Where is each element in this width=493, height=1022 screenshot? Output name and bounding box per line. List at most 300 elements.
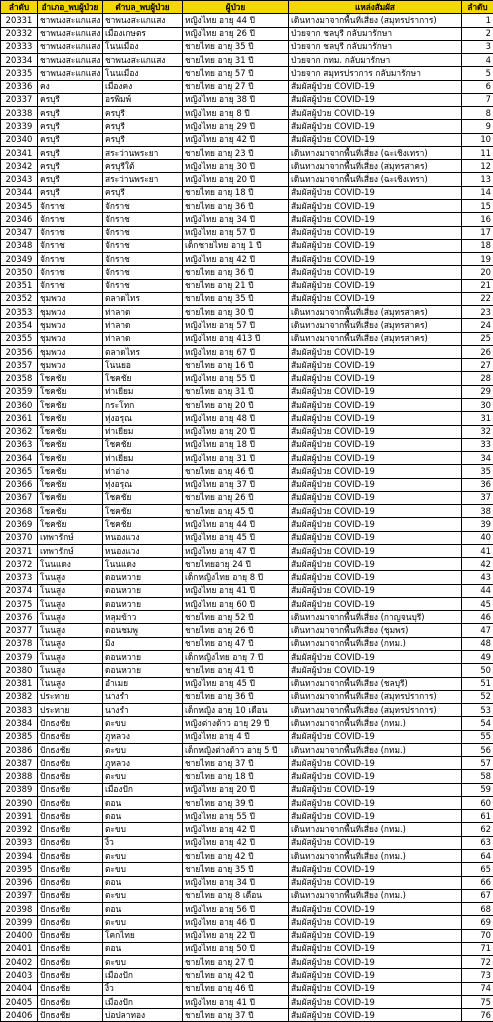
case-id-cell: 20401	[1, 942, 38, 955]
exposure-source-cell: สัมผัสผู้ป่วย COVID-19	[289, 398, 462, 411]
district-cell: ปักธงชัย	[38, 982, 103, 995]
case-id-cell: 20387	[1, 757, 38, 770]
table-row	[1, 624, 493, 637]
table-row	[1, 160, 493, 173]
exposure-source-cell: ป่วยจาก ชลบุรี กลับมารักษา	[289, 27, 462, 40]
exposure-source-cell: เดินทางมาจากพื้นที่เสี่ยง (สมุทรปราการ)	[289, 14, 462, 27]
subdistrict-cell: งิ้ว	[103, 982, 183, 995]
subdistrict-cell: จักราช	[103, 199, 183, 212]
header-row	[1, 1, 493, 14]
patient-cell: หญิงไทย อายุ 41 ปี	[183, 584, 289, 597]
sequence-cell: 15	[462, 199, 493, 212]
table-row	[1, 385, 493, 398]
case-id-cell: 20390	[1, 796, 38, 809]
table-row	[1, 757, 493, 770]
patient-cell: หญิงไทย อายุ 57 ปี	[183, 319, 289, 332]
district-cell: จักราช	[38, 266, 103, 279]
district-cell: เทพารักษ์	[38, 531, 103, 544]
sequence-cell: 57	[462, 757, 493, 770]
case-id-cell: 20341	[1, 146, 38, 159]
subdistrict-cell: โชคชัย	[103, 372, 183, 385]
district-cell: ปักธงชัย	[38, 743, 103, 756]
table-row	[1, 14, 493, 27]
sequence-cell: 26	[462, 345, 493, 358]
sequence-cell: 13	[462, 173, 493, 186]
district-cell: ชุมพวง	[38, 345, 103, 358]
table-row	[1, 531, 493, 544]
sequence-cell: 54	[462, 717, 493, 730]
table-row	[1, 637, 493, 650]
district-cell: ครบุรี	[38, 107, 103, 120]
subdistrict-cell: ตะขบ	[103, 863, 183, 876]
patient-cell: หญิงไทย อายุ 26 ปี	[183, 27, 289, 40]
patient-cell: ชายไทย อายุ 26 ปี	[183, 624, 289, 637]
exposure-source-cell: สัมผัสผู้ป่วย COVID-19	[289, 929, 462, 942]
table-row	[1, 226, 493, 239]
table-row	[1, 783, 493, 796]
district-cell: ปักธงชัย	[38, 889, 103, 902]
exposure-source-cell: สัมผัสผู้ป่วย COVID-19	[289, 863, 462, 876]
district-cell: ครบุรี	[38, 120, 103, 133]
patient-cell: ชายไทย อายุ 41 ปี	[183, 664, 289, 677]
patient-cell: ชายไทย อายุ 46 ปี	[183, 982, 289, 995]
case-id-cell: 20362	[1, 425, 38, 438]
district-cell: ปักธงชัย	[38, 717, 103, 730]
exposure-source-cell: สัมผัสผู้ป่วย COVID-19	[289, 969, 462, 982]
sequence-cell: 18	[462, 239, 493, 252]
case-id-cell: 20399	[1, 916, 38, 929]
patient-cell: ชายไทย อายุ 36 ปี	[183, 690, 289, 703]
subdistrict-cell: ครบุรี	[103, 107, 183, 120]
exposure-source-cell: สัมผัสผู้ป่วย COVID-19	[289, 93, 462, 106]
table-row	[1, 850, 493, 863]
table-row	[1, 929, 493, 942]
sequence-cell: 2	[462, 27, 493, 40]
table-row	[1, 40, 493, 53]
case-id-cell: 20376	[1, 611, 38, 624]
case-id-cell: 20345	[1, 199, 38, 212]
subdistrict-cell: โชคชัย	[103, 438, 183, 451]
exposure-source-cell: สัมผัสผู้ป่วย COVID-19	[289, 425, 462, 438]
district-cell: ปักธงชัย	[38, 796, 103, 809]
case-id-cell: 20349	[1, 253, 38, 266]
patient-cell: ชายไทย อายุ 27 ปี	[183, 956, 289, 969]
sequence-cell: 5	[462, 67, 493, 80]
subdistrict-cell: ครบุรี	[103, 133, 183, 146]
patient-cell: หญิงไทย อายุ 20 ปี	[183, 425, 289, 438]
patient-cell: หญิงไทย อายุ 34 ปี	[183, 876, 289, 889]
sequence-cell: 60	[462, 796, 493, 809]
district-cell: ชาพนงสะแกแสง	[38, 27, 103, 40]
exposure-source-cell: สัมผัสผู้ป่วย COVID-19	[289, 478, 462, 491]
case-id-cell: 20380	[1, 664, 38, 677]
exposure-source-cell: สัมผัสผู้ป่วย COVID-19	[289, 903, 462, 916]
sequence-cell: 30	[462, 398, 493, 411]
subdistrict-cell: อำเมย	[103, 677, 183, 690]
subdistrict-cell: ทุ่งอรุณ	[103, 412, 183, 425]
sequence-cell: 23	[462, 306, 493, 319]
table-row	[1, 704, 493, 717]
case-id-cell: 20369	[1, 518, 38, 531]
table-row	[1, 743, 493, 756]
subdistrict-cell: เมืองปัก	[103, 995, 183, 1008]
district-cell: โชคชัย	[38, 425, 103, 438]
district-cell: ปักธงชัย	[38, 969, 103, 982]
patient-cell: ชายไทย อายุ 42 ปี	[183, 850, 289, 863]
case-id-cell: 20403	[1, 969, 38, 982]
patient-cell: หญิงไทย อายุ 45 ปี	[183, 531, 289, 544]
exposure-source-cell: สัมผัสผู้ป่วย COVID-19	[289, 664, 462, 677]
patient-cell: ชายไทย อายุ 8 เดือน	[183, 889, 289, 902]
patient-cell: ชายไทย อายุ 57 ปี	[183, 67, 289, 80]
table-row	[1, 27, 493, 40]
exposure-source-cell: สัมผัสผู้ป่วย COVID-19	[289, 956, 462, 969]
exposure-source-cell: เดินทางมาจากพื้นที่เสี่ยง (สมุทรสาคร)	[289, 306, 462, 319]
table-row	[1, 717, 493, 730]
sequence-cell: 66	[462, 876, 493, 889]
patient-cell: หญิงไทย อายุ 42 ปี	[183, 133, 289, 146]
table-row	[1, 359, 493, 372]
subdistrict-cell: เมืองคง	[103, 80, 183, 93]
patient-cell: หญิงไทย อายุ 50 ปี	[183, 942, 289, 955]
exposure-source-cell: สัมผัสผู้ป่วย COVID-19	[289, 292, 462, 305]
sequence-cell: 33	[462, 438, 493, 451]
case-id-cell: 20366	[1, 478, 38, 491]
case-id-cell: 20338	[1, 107, 38, 120]
district-cell: ชุมพวง	[38, 332, 103, 345]
subdistrict-cell: ดอนชมพู	[103, 624, 183, 637]
header-district: อำเภอ_พบผู้ป่วย	[38, 1, 103, 14]
subdistrict-cell: จักราช	[103, 253, 183, 266]
district-cell: จักราช	[38, 226, 103, 239]
district-cell: ปักธงชัย	[38, 929, 103, 942]
subdistrict-cell: จักราช	[103, 226, 183, 239]
district-cell: โชคชัย	[38, 505, 103, 518]
district-cell: ครบุรี	[38, 146, 103, 159]
table-row	[1, 372, 493, 385]
exposure-source-cell: สัมผัสผู้ป่วย COVID-19	[289, 531, 462, 544]
subdistrict-cell: ดอนหวาย	[103, 597, 183, 610]
case-id-cell: 20371	[1, 544, 38, 557]
subdistrict-cell: ตะขบ	[103, 717, 183, 730]
subdistrict-cell: ท่าลาด	[103, 319, 183, 332]
subdistrict-cell: ตะขบ	[103, 770, 183, 783]
exposure-source-cell: สัมผัสผู้ป่วย COVID-19	[289, 107, 462, 120]
case-id-cell: 20405	[1, 995, 38, 1008]
sequence-cell: 63	[462, 836, 493, 849]
exposure-source-cell: สัมผัสผู้ป่วย COVID-19	[289, 518, 462, 531]
district-cell: ปักธงชัย	[38, 903, 103, 916]
exposure-source-cell: เดินทางมาจากพื้นที่เสี่ยง (สมุทรปราการ)	[289, 690, 462, 703]
subdistrict-cell: จักราช	[103, 266, 183, 279]
subdistrict-cell: โนนแดง	[103, 558, 183, 571]
case-id-cell: 20346	[1, 213, 38, 226]
district-cell: โชคชัย	[38, 398, 103, 411]
table-row	[1, 133, 493, 146]
sequence-cell: 9	[462, 120, 493, 133]
subdistrict-cell: ตะขบ	[103, 889, 183, 902]
patient-cell: หญิงไทย อายุ 45 ปี	[183, 677, 289, 690]
patient-cell: หญิงต่างด้าว อายุ 29 ปี	[183, 717, 289, 730]
district-cell: ชุมพวง	[38, 359, 103, 372]
patient-cell: ชายไทย อายุ 18 ปี	[183, 770, 289, 783]
case-id-cell: 20377	[1, 624, 38, 637]
district-cell: ครบุรี	[38, 186, 103, 199]
exposure-source-cell: สัมผัสผู้ป่วย COVID-19	[289, 730, 462, 743]
table-row	[1, 836, 493, 849]
exposure-source-cell: สัมผัสผู้ป่วย COVID-19	[289, 505, 462, 518]
sequence-cell: 34	[462, 452, 493, 465]
exposure-source-cell: สัมผัสผู้ป่วย COVID-19	[289, 571, 462, 584]
exposure-source-cell: สัมผัสผู้ป่วย COVID-19	[289, 80, 462, 93]
district-cell: ชาพนงสะแกแสง	[38, 14, 103, 27]
exposure-source-cell: สัมผัสผู้ป่วย COVID-19	[289, 359, 462, 372]
subdistrict-cell: นางรำ	[103, 690, 183, 703]
patient-cell: ชายไทย อายุ 30 ปี	[183, 306, 289, 319]
district-cell: โชคชัย	[38, 412, 103, 425]
table-row	[1, 916, 493, 929]
table-row	[1, 491, 493, 504]
patient-cell: ชายไทย อายุ 36 ปี	[183, 266, 289, 279]
patient-cell: หญิงไทย อายุ 48 ปี	[183, 412, 289, 425]
exposure-source-cell: สัมผัสผู้ป่วย COVID-19	[289, 757, 462, 770]
table-row	[1, 186, 493, 199]
district-cell: โนนสูง	[38, 571, 103, 584]
exposure-source-cell: สัมผัสผู้ป่วย COVID-19	[289, 385, 462, 398]
subdistrict-cell: หนองแวง	[103, 544, 183, 557]
case-id-cell: 20358	[1, 372, 38, 385]
case-id-cell: 20357	[1, 359, 38, 372]
table-row	[1, 505, 493, 518]
exposure-source-cell: สัมผัสผู้ป่วย COVID-19	[289, 213, 462, 226]
case-id-cell: 20331	[1, 14, 38, 27]
sequence-cell: 52	[462, 690, 493, 703]
patient-cell: ชายไทย อายุ 35 ปี	[183, 292, 289, 305]
exposure-source-cell: สัมผัสผู้ป่วย COVID-19	[289, 372, 462, 385]
subdistrict-cell: อรพิมพ์	[103, 93, 183, 106]
case-id-cell: 20334	[1, 54, 38, 67]
table-row	[1, 266, 493, 279]
case-id-cell: 20388	[1, 770, 38, 783]
district-cell: ปักธงชัย	[38, 956, 103, 969]
sequence-cell: 46	[462, 611, 493, 624]
header-case-id: ลำดับ	[1, 1, 38, 14]
district-cell: ปักธงชัย	[38, 810, 103, 823]
patient-cell: หญิงไทย อายุ 413 ปี	[183, 332, 289, 345]
exposure-source-cell: เดินทางมาจากพื้นที่เสี่ยง (สมุทรสาคร)	[289, 319, 462, 332]
patient-cell: หญิงไทย อายุ 34 ปี	[183, 213, 289, 226]
exposure-source-cell: เดินทางมาจากพื้นที่เสี่ยง (สมุทรสาคร)	[289, 160, 462, 173]
sequence-cell: 45	[462, 597, 493, 610]
case-id-cell: 20386	[1, 743, 38, 756]
district-cell: โนนสูง	[38, 651, 103, 664]
patient-cell: ชายไทย อายุ 35 ปี	[183, 40, 289, 53]
table-row	[1, 398, 493, 411]
district-cell: จักราช	[38, 239, 103, 252]
table-row	[1, 995, 493, 1008]
exposure-source-cell: สัมผัสผู้ป่วย COVID-19	[289, 558, 462, 571]
table-row	[1, 173, 493, 186]
exposure-source-cell: สัมผัสผู้ป่วย COVID-19	[289, 345, 462, 358]
sequence-cell: 59	[462, 783, 493, 796]
subdistrict-cell: มิ่ง	[103, 637, 183, 650]
subdistrict-cell: โชคชัย	[103, 505, 183, 518]
subdistrict-cell: ทุ่งอรุณ	[103, 478, 183, 491]
case-id-cell: 20396	[1, 876, 38, 889]
subdistrict-cell: ดอนหวาย	[103, 664, 183, 677]
district-cell: ปักธงชัย	[38, 823, 103, 836]
table-row	[1, 332, 493, 345]
subdistrict-cell: ครบุรีใต้	[103, 160, 183, 173]
sequence-cell: 71	[462, 942, 493, 955]
subdistrict-cell: โนนเมือง	[103, 40, 183, 53]
sequence-cell: 21	[462, 279, 493, 292]
case-id-cell: 20356	[1, 345, 38, 358]
table-row	[1, 876, 493, 889]
case-id-cell: 20337	[1, 93, 38, 106]
table-row	[1, 279, 493, 292]
district-cell: ปักธงชัย	[38, 876, 103, 889]
subdistrict-cell: ตะขบ	[103, 850, 183, 863]
sequence-cell: 67	[462, 889, 493, 902]
district-cell: ประทาย	[38, 690, 103, 703]
subdistrict-cell: ดอนหวาย	[103, 584, 183, 597]
patient-cell: ชายไทย อายุ 47 ปี	[183, 637, 289, 650]
patient-cell: ชายไทย อายุ 23 ปี	[183, 146, 289, 159]
table-row	[1, 903, 493, 916]
patient-cell: หญิงไทย อายุ 42 ปี	[183, 836, 289, 849]
case-id-cell: 20394	[1, 850, 38, 863]
subdistrict-cell: ชาพนงสะแกแสง	[103, 54, 183, 67]
subdistrict-cell: ครบุรี	[103, 186, 183, 199]
patient-cell: หญิงไทย อายุ 18 ปี	[183, 438, 289, 451]
case-id-cell: 20367	[1, 491, 38, 504]
sequence-cell: 1	[462, 14, 493, 27]
case-id-cell: 20333	[1, 40, 38, 53]
patient-cell: หญิงไทย อายุ 47 ปี	[183, 544, 289, 557]
table-row	[1, 292, 493, 305]
case-id-cell: 20359	[1, 385, 38, 398]
case-id-cell: 20389	[1, 783, 38, 796]
case-id-cell: 20370	[1, 531, 38, 544]
case-id-cell: 20400	[1, 929, 38, 942]
district-cell: โชคชัย	[38, 372, 103, 385]
patient-cell: ชายไทยอายุ 24 ปี	[183, 558, 289, 571]
table-row	[1, 93, 493, 106]
subdistrict-cell: ท่าเยี่ยม	[103, 385, 183, 398]
subdistrict-cell: หนองแวง	[103, 531, 183, 544]
table-row	[1, 120, 493, 133]
exposure-source-cell: สัมผัสผู้ป่วย COVID-19	[289, 491, 462, 504]
table-row	[1, 465, 493, 478]
table-row	[1, 730, 493, 743]
sequence-cell: 64	[462, 850, 493, 863]
table-row	[1, 438, 493, 451]
exposure-source-cell: เดินทางมาจากพื้นที่เสี่ยง (กทม.)	[289, 743, 462, 756]
district-cell: ครบุรี	[38, 93, 103, 106]
table-row	[1, 889, 493, 902]
patient-cell: ชายไทย อายุ 37 ปี	[183, 757, 289, 770]
table-row	[1, 611, 493, 624]
sequence-cell: 24	[462, 319, 493, 332]
district-cell: จักราช	[38, 253, 103, 266]
district-cell: โชคชัย	[38, 491, 103, 504]
district-cell: โนนสูง	[38, 584, 103, 597]
table-row	[1, 518, 493, 531]
sequence-cell: 12	[462, 160, 493, 173]
subdistrict-cell: งิ้ว	[103, 836, 183, 849]
district-cell: ปักธงชัย	[38, 770, 103, 783]
patient-cell: เด็กหญิง อายุ 10 เดือน	[183, 704, 289, 717]
sequence-cell: 7	[462, 93, 493, 106]
case-id-cell: 20355	[1, 332, 38, 345]
district-cell: ปักธงชัย	[38, 850, 103, 863]
sequence-cell: 44	[462, 584, 493, 597]
sequence-cell: 25	[462, 332, 493, 345]
exposure-source-cell: สัมผัสผู้ป่วย COVID-19	[289, 836, 462, 849]
exposure-source-cell: สัมผัสผู้ป่วย COVID-19	[289, 452, 462, 465]
patient-cell: หญิงไทย อายุ 30 ปี	[183, 160, 289, 173]
sequence-cell: 19	[462, 253, 493, 266]
sequence-cell: 65	[462, 863, 493, 876]
patient-cell: เด็กชายไทย อายุ 1 ปี	[183, 239, 289, 252]
case-id-cell: 20340	[1, 133, 38, 146]
table-row	[1, 253, 493, 266]
sequence-cell: 50	[462, 664, 493, 677]
table-row	[1, 597, 493, 610]
sequence-cell: 17	[462, 226, 493, 239]
sequence-cell: 49	[462, 651, 493, 664]
table-row	[1, 558, 493, 571]
sequence-cell: 29	[462, 385, 493, 398]
exposure-source-cell: สัมผัสผู้ป่วย COVID-19	[289, 226, 462, 239]
subdistrict-cell: ภูหลวง	[103, 730, 183, 743]
patient-cell: หญิงไทย อายุ 56 ปี	[183, 903, 289, 916]
exposure-source-cell: สัมผัสผู้ป่วย COVID-19	[289, 982, 462, 995]
district-cell: ชาพนงสะแกแสง	[38, 40, 103, 53]
district-cell: ครบุรี	[38, 133, 103, 146]
district-cell: จักราช	[38, 199, 103, 212]
exposure-source-cell: เดินทางมาจากพื้นที่เสี่ยง (ฉะเชิงเทรา)	[289, 146, 462, 159]
subdistrict-cell: ดอนหวาย	[103, 571, 183, 584]
subdistrict-cell: ตลาดไทร	[103, 292, 183, 305]
case-id-cell: 20344	[1, 186, 38, 199]
district-cell: ปักธงชัย	[38, 1009, 103, 1022]
sequence-cell: 58	[462, 770, 493, 783]
patient-cell: ชายไทย อายุ 27 ปี	[183, 80, 289, 93]
case-id-cell: 20336	[1, 80, 38, 93]
exposure-source-cell: สัมผัสผู้ป่วย COVID-19	[289, 133, 462, 146]
subdistrict-cell: หลุมข้าว	[103, 611, 183, 624]
case-id-cell: 20391	[1, 810, 38, 823]
case-id-cell: 20363	[1, 438, 38, 451]
case-id-cell: 20353	[1, 306, 38, 319]
district-cell: โชคชัย	[38, 438, 103, 451]
table-row	[1, 1009, 493, 1022]
case-id-cell: 20382	[1, 690, 38, 703]
patient-cell: ชายไทย อายุ 20 ปี	[183, 398, 289, 411]
case-id-cell: 20352	[1, 292, 38, 305]
district-cell: โนนสูง	[38, 677, 103, 690]
subdistrict-cell: เมืองปัก	[103, 969, 183, 982]
exposure-source-cell: เดินทางมาจากพื้นที่เสี่ยง (กทม.)	[289, 889, 462, 902]
case-id-cell: 20378	[1, 637, 38, 650]
district-cell: โนนสูง	[38, 624, 103, 637]
subdistrict-cell: เมืองปัก	[103, 783, 183, 796]
patient-cell: หญิงไทย อายุ 44 ปี	[183, 14, 289, 27]
exposure-source-cell: เดินทางมาจากพื้นที่เสี่ยง (สมุทรสาคร)	[289, 332, 462, 345]
sequence-cell: 70	[462, 929, 493, 942]
